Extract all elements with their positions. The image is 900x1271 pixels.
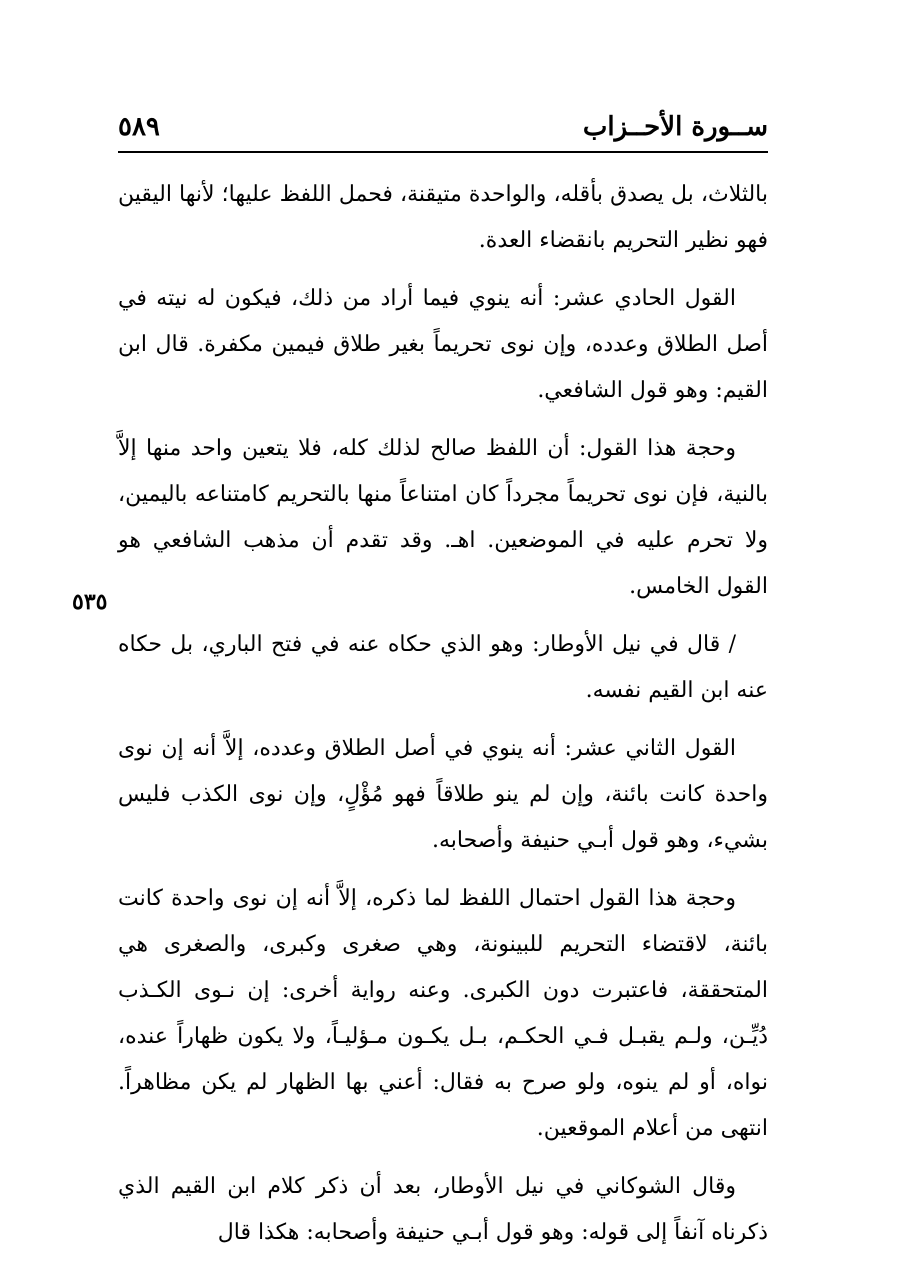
paragraph: القول الحادي عشر: أنه ينوي فيما أراد من ذلك، فيكون له نيته في أصل الطلاق وعدده، وإن نوى تحريماً بغير طلاق فيمين مكفرة. قال ابن القيم: وهو قول الشافعي. xyxy=(118,286,768,403)
paragraph: وحجة هذا القول: أن اللفظ صالح لذلك كله، فلا يتعين واحد منها إلاَّ بالنية، فإن نوى تحريماً مجرداً كان امتناعاً منها بالتحريم كامتناعه باليمين، ولا تحرم عليه في الموضعين. اهـ. وقد تقدم أن مذهب الشافعي هو القول الخامس. xyxy=(118,436,768,599)
page-header xyxy=(118,112,768,152)
paragraph: / قال في نيل الأوطار: وهو الذي حكاه عنه في فتح الباري، بل حكاه عنه ابن القيم نفسه. xyxy=(118,632,768,703)
paragraph: القول الثاني عشر: أنه ينوي في أصل الطلاق وعدده، إلاَّ أنه إن نوى واحدة كانت بائنة، وإن لم ينو طلاقاً فهو مُؤْلٍ، وإن نوى الكذب فليس بشيء، وهو قول أبـي حنيفة وأصحابه. xyxy=(118,736,768,853)
page-number: ٥٨٩ xyxy=(118,112,160,142)
paragraph: وحجة هذا القول احتمال اللفظ لما ذكره، إلاَّ أنه إن نوى واحدة كانت بائنة، لاقتضاء التحريم للبينونة، وهي صغرى وكبرى، والصغرى هي المتحققة، فاعتبرت دون الكبرى. وعنه رواية أخرى: إن نـوى الكـذب دُيِّـن، ولـم يقبـل فـي الحكـم، بـل يكـون مـؤليـاً، ولا يكون ظهاراً عنده، نواه، أو لم ينوه، ولو صرح به فقال: أعني بها الظهار لم يكن مظاهراً. انتهى من أعلام الموقعين. xyxy=(118,886,768,1141)
header-rule xyxy=(118,151,768,153)
paragraph: وقال الشوكاني في نيل الأوطار، بعد أن ذكر كلام ابن القيم الذي ذكرناه آنفاً إلى قوله: وهو قول أبـي حنيفة وأصحابه: هكذا قال xyxy=(118,1174,768,1245)
page-body xyxy=(118,172,768,1268)
margin-page-reference: ٥٣٥ xyxy=(72,589,108,615)
surah-title: ســورة الأحــزاب xyxy=(582,112,768,142)
paragraph: بالثلاث، بل يصدق بأقله، والواحدة متيقنة، فحمل اللفظ عليها؛ لأنها اليقين فهو نظير التحريم بانقضاء العدة. xyxy=(118,182,768,253)
